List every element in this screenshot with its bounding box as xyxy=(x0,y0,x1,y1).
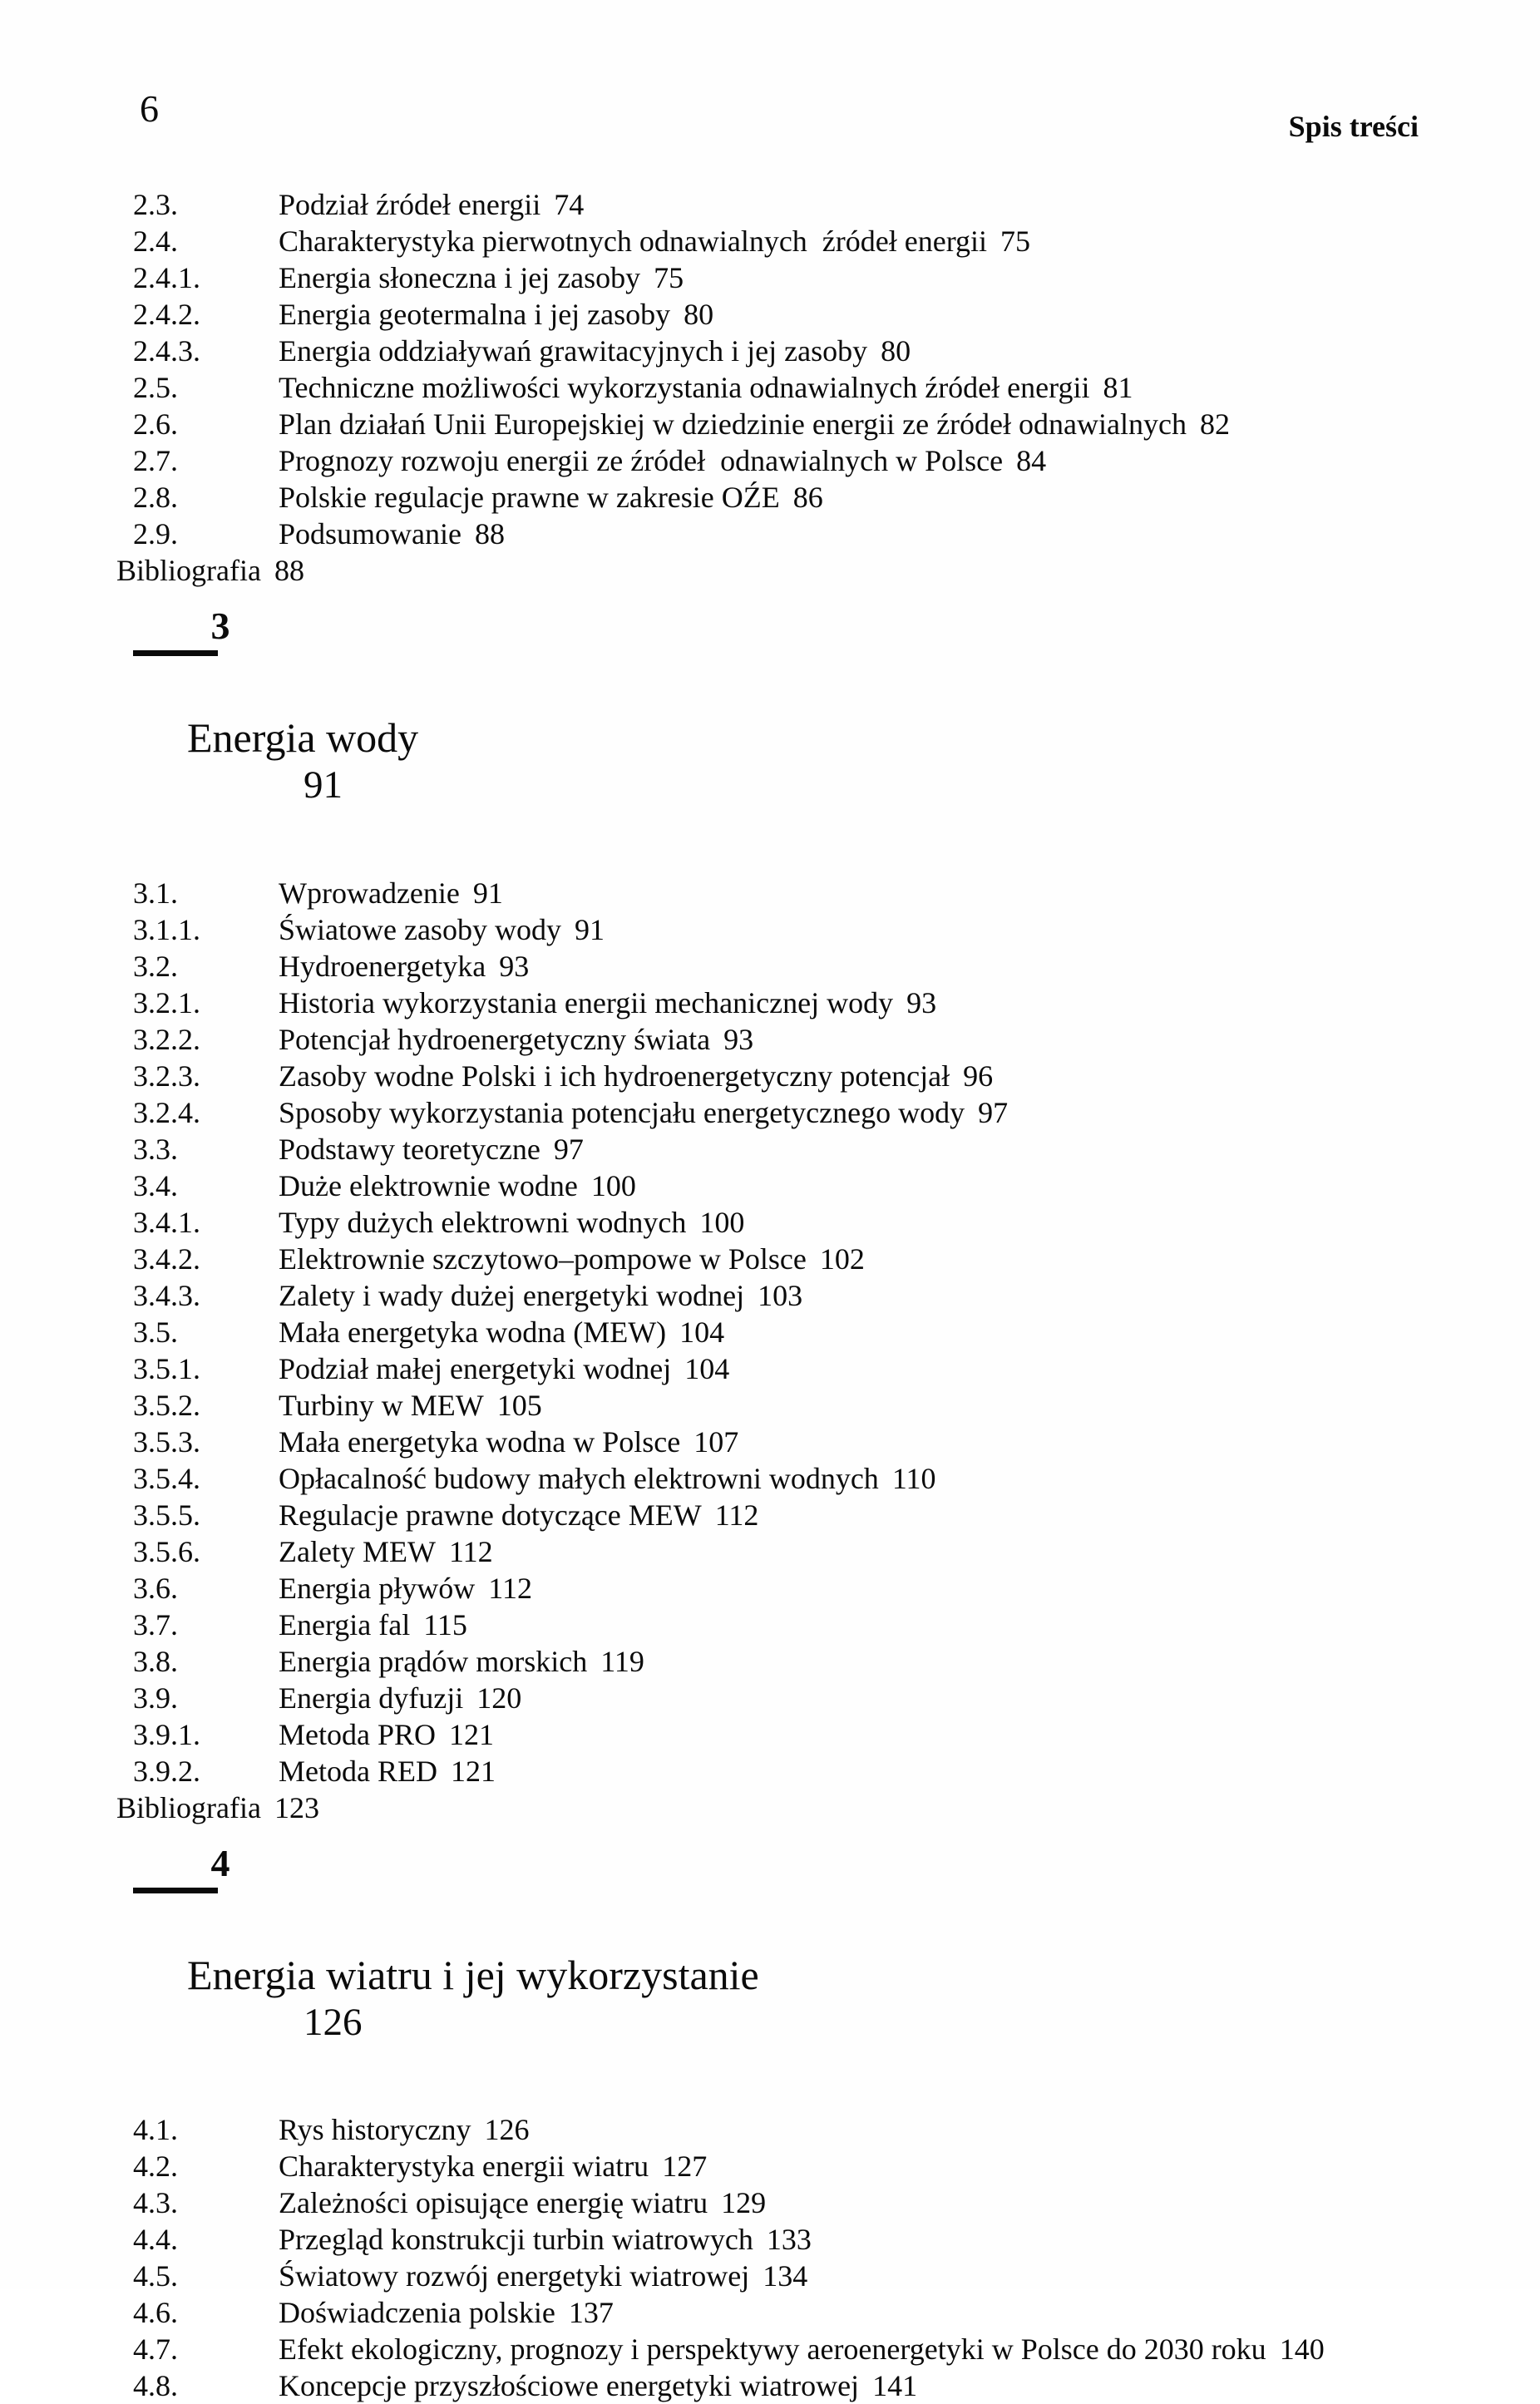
toc-entry xyxy=(133,296,1473,333)
toc-entry-title: Typy dużych elektrowni wodnych xyxy=(279,1205,687,1239)
toc-entry-title: Mała energetyka wodna w Polsce xyxy=(279,1424,681,1459)
toc-entry xyxy=(133,1643,1473,1680)
toc-entry-page: 126 xyxy=(484,2113,530,2147)
toc-entry-title: Techniczne możliwości wykorzystania odnawialnych źródeł energii xyxy=(279,371,1090,404)
toc-entry-page: 80 xyxy=(684,298,714,331)
toc-entry-number: 4.4. xyxy=(133,2223,178,2257)
toc-entry-number: 3.5.2. xyxy=(133,1388,200,1422)
toc-entry-page: 112 xyxy=(488,1571,532,1605)
toc-entry-page: 93 xyxy=(906,985,937,1019)
toc-entry-number: 3.6. xyxy=(133,1571,178,1605)
toc-entry-number: 4.6. xyxy=(133,2296,178,2330)
toc-entry-title: Energia pływów xyxy=(279,1571,476,1605)
toc-entry-page: 75 xyxy=(654,261,684,294)
toc-entry-page: 141 xyxy=(872,2369,918,2403)
toc-entry-title: Zalety i wady dużej energetyki wodnej xyxy=(279,1278,745,1312)
toc-entry-title: Zalety MEW xyxy=(279,1534,436,1568)
toc-entry-title: Historia wykorzystania energii mechanicznej wody xyxy=(279,985,894,1019)
toc-entry-number: 3.2.2. xyxy=(133,1022,200,1056)
toc-entry-title: Doświadczenia polskie xyxy=(279,2296,555,2330)
toc-entry-title: Efekt ekologiczny, prognozy i perspektywy aeroenergetyki w Polsce do 2030 roku xyxy=(279,2332,1266,2367)
toc-entry-page: 104 xyxy=(684,1351,730,1385)
toc-entry xyxy=(133,1387,1473,1424)
toc-entry-number: 3.5.4. xyxy=(133,1461,200,1495)
toc-entry-title: Regulacje prawne dotyczące MEW xyxy=(279,1498,702,1532)
toc-entry-page: 140 xyxy=(1279,2332,1325,2367)
running-header: Spis treści xyxy=(1288,110,1419,143)
toc-entry-title: Elektrownie szczytowo–pompowe w Polsce xyxy=(279,1241,807,1276)
toc-entry-title: Metoda PRO xyxy=(279,1717,436,1751)
toc-entry xyxy=(133,1204,1473,1241)
toc-entry-title: Przegląd konstrukcji turbin wiatrowych xyxy=(279,2223,753,2257)
toc-entry-title: Energia słoneczna i jej zasoby xyxy=(279,261,641,294)
toc-entry xyxy=(133,516,1473,552)
toc-entry xyxy=(133,369,1473,406)
toc-entry-number: 3.4.3. xyxy=(133,1278,200,1312)
toc-entry-number: 4.5. xyxy=(133,2259,178,2293)
toc-entry xyxy=(133,2221,1473,2258)
toc-entry-page: 84 xyxy=(1016,444,1047,477)
toc-entry xyxy=(133,186,1473,223)
toc-entry xyxy=(133,1058,1473,1094)
toc-entry-title: Zależności opisujące energię wiatru xyxy=(279,2186,708,2220)
toc-entry-title: Światowy rozwój energetyki wiatrowej xyxy=(279,2259,750,2293)
toc-entry xyxy=(133,1021,1473,1058)
toc-entry xyxy=(133,223,1473,259)
toc-entry-page: 103 xyxy=(758,1278,803,1312)
toc-entry-number: 3.9.2. xyxy=(133,1754,200,1788)
toc-entry-title: Podział źródeł energii xyxy=(279,188,541,221)
toc-entry-title: Sposoby wykorzystania potencjału energetycznego wody xyxy=(279,1095,965,1129)
toc-entry-number: 4.7. xyxy=(133,2332,178,2367)
toc-entry xyxy=(133,1241,1473,1277)
toc-entry-title: Charakterystyka energii wiatru xyxy=(279,2150,649,2184)
toc-entry xyxy=(133,1680,1473,1716)
toc-entry-title: Energia prądów morskich xyxy=(279,1644,588,1678)
toc-entry xyxy=(133,911,1473,948)
toc-entry-title: Energia fal xyxy=(279,1607,411,1641)
toc-entry-page: 96 xyxy=(963,1059,994,1093)
toc-entry xyxy=(133,1716,1473,1753)
toc-entry-page: 121 xyxy=(449,1717,494,1751)
toc-entry-page: 97 xyxy=(978,1095,1009,1129)
toc-entry-number: 3.5. xyxy=(133,1315,178,1349)
chapter-page: 126 xyxy=(304,2000,363,2044)
toc-entry xyxy=(133,985,1473,1021)
toc-entry-page: 88 xyxy=(475,517,505,550)
toc-entry-title: Koncepcje przyszłościowe energetyki wiatrowej xyxy=(279,2369,860,2403)
toc-entry xyxy=(133,1167,1473,1204)
toc-entry-title: Hydroenergetyka xyxy=(279,949,486,983)
chapter-rule xyxy=(133,650,218,656)
toc-entry-page: 86 xyxy=(792,481,823,514)
toc-entry xyxy=(133,2184,1473,2221)
toc-entry-number: 2.4.3. xyxy=(133,334,200,368)
toc-entry-number: 3.9.1. xyxy=(133,1717,200,1751)
toc-entry-page: 115 xyxy=(423,1607,467,1641)
bibliography-label: Bibliografia xyxy=(116,554,261,587)
toc-entry xyxy=(133,2111,1473,2148)
toc-entry-number: 3.2.4. xyxy=(133,1095,200,1129)
toc-entry-page: 129 xyxy=(721,2186,767,2220)
toc-entry xyxy=(133,1094,1473,1131)
toc-entry-number: 4.2. xyxy=(133,2150,178,2184)
toc-entry-title: Turbiny w MEW xyxy=(279,1388,484,1422)
toc-entry-title: Potencjał hydroenergetyczny świata xyxy=(279,1022,711,1056)
toc-entry-page: 112 xyxy=(448,1534,493,1568)
toc-entry xyxy=(133,875,1473,911)
toc-entry-number: 2.5. xyxy=(133,371,178,404)
toc-entry-page: 102 xyxy=(819,1241,865,1276)
toc-entry-page: 107 xyxy=(693,1424,739,1459)
chapter-4-heading xyxy=(0,1841,1540,2091)
toc-entry xyxy=(133,2294,1473,2331)
toc-entry-title: Rys historyczny xyxy=(279,2113,471,2147)
toc-entry-number: 2.4.2. xyxy=(133,298,200,331)
toc-entry-title: Energia geotermalna i jej zasoby xyxy=(279,298,671,331)
toc-entry-page: 119 xyxy=(600,1644,644,1678)
toc-entry-page: 104 xyxy=(679,1315,725,1349)
toc-entry xyxy=(133,1753,1473,1789)
toc-entry-title: Plan działań Unii Europejskiej w dziedzinie energii ze źródeł odnawialnych xyxy=(279,407,1187,441)
chapter-number: 4 xyxy=(210,1841,230,1884)
chapter-4-entries xyxy=(133,2111,1473,2404)
toc-entry-title: Energia dyfuzji xyxy=(279,1681,464,1715)
toc-entry-number: 3.4.2. xyxy=(133,1241,200,1276)
toc-entry-page: 127 xyxy=(662,2150,708,2184)
toc-entry-number: 3.2.3. xyxy=(133,1059,200,1093)
toc-entry xyxy=(133,333,1473,369)
chapter-title-row xyxy=(125,669,1540,853)
toc-entry-number: 3.5.3. xyxy=(133,1424,200,1459)
toc-entry-page: 110 xyxy=(891,1461,936,1495)
chapter-3-heading xyxy=(0,607,1540,853)
toc-entry xyxy=(133,2367,1473,2404)
chapter-2-entries xyxy=(133,186,1473,552)
toc-entry-page: 93 xyxy=(723,1022,754,1056)
toc-entry xyxy=(133,1460,1473,1497)
toc-entry-page: 93 xyxy=(499,949,530,983)
toc-entry-title: Wprowadzenie xyxy=(279,876,460,910)
toc-entry-page: 81 xyxy=(1103,371,1133,404)
toc-entry-title: Prognozy rozwoju energii ze źródeł odnawialnych w Polsce xyxy=(279,444,1004,477)
toc-entry-page: 91 xyxy=(574,912,605,946)
toc-entry-title: Podział małej energetyki wodnej xyxy=(279,1351,672,1385)
toc-entry-number: 3.3. xyxy=(133,1132,178,1166)
chapter-3-entries xyxy=(133,875,1473,1789)
toc-entry-number: 3.1.1. xyxy=(133,912,200,946)
toc-entry-page: 97 xyxy=(553,1132,584,1166)
bibliography-label: Bibliografia xyxy=(116,1790,261,1824)
toc-entry xyxy=(133,442,1473,479)
toc-entry-page: 80 xyxy=(881,334,911,368)
toc-entry-page: 82 xyxy=(1199,407,1230,441)
toc-entry xyxy=(133,2148,1473,2184)
toc-entry-number: 2.4. xyxy=(133,225,178,258)
toc-entry-number: 2.4.1. xyxy=(133,261,200,294)
toc-entry-number: 3.7. xyxy=(133,1607,178,1641)
toc-entry-title: Energia oddziaływań grawitacyjnych i jej zasoby xyxy=(279,334,868,368)
toc-entry-number: 3.2.1. xyxy=(133,985,200,1019)
toc-entry xyxy=(133,1570,1473,1607)
toc-entry-page: 134 xyxy=(763,2259,808,2293)
toc-entry-page: 112 xyxy=(714,1498,759,1532)
toc-entry-number: 3.9. xyxy=(133,1681,178,1715)
toc-entry-title: Zasoby wodne Polski i ich hydroenergetyczny potencjał xyxy=(279,1059,950,1093)
toc-entry-number: 3.5.6. xyxy=(133,1534,200,1568)
bibliography-page: 88 xyxy=(274,554,304,587)
toc-entry-title: Metoda RED xyxy=(279,1754,437,1788)
toc-entry-number: 3.1. xyxy=(133,876,178,910)
toc-entry xyxy=(133,1350,1473,1387)
chapter-title-row xyxy=(125,1907,1540,2091)
chapter-number: 3 xyxy=(210,605,230,647)
toc-entry-page: 121 xyxy=(450,1754,496,1788)
toc-entry-number: 3.4. xyxy=(133,1168,178,1202)
toc-entry xyxy=(133,1607,1473,1643)
toc-entry xyxy=(133,948,1473,985)
toc-entry-title: Duże elektrownie wodne xyxy=(279,1168,578,1202)
toc-entry-number: 3.5.5. xyxy=(133,1498,200,1532)
toc-entry-page: 137 xyxy=(568,2296,614,2330)
toc-entry xyxy=(133,1131,1473,1167)
page-number: 6 xyxy=(140,87,159,130)
toc-entry-number: 2.7. xyxy=(133,444,178,477)
toc-entry xyxy=(133,1533,1473,1570)
toc-entry xyxy=(133,1497,1473,1533)
toc-entry-page: 91 xyxy=(472,876,503,910)
toc-entry-title: Podsumowanie xyxy=(279,517,462,550)
chapter-rule xyxy=(133,1888,218,1893)
toc-entry-page: 133 xyxy=(766,2223,812,2257)
toc-entry-number: 2.9. xyxy=(133,517,178,550)
toc-entry-title: Charakterystyka pierwotnych odnawialnych źródeł energii xyxy=(279,225,988,258)
toc-entry-number: 3.2. xyxy=(133,949,178,983)
toc-entry-page: 120 xyxy=(476,1681,522,1715)
toc-entry-number: 3.4.1. xyxy=(133,1205,200,1239)
toc-entry-number: 4.3. xyxy=(133,2186,178,2220)
chapter-title: Energia wody xyxy=(187,714,419,761)
toc-entry xyxy=(133,259,1473,296)
bibliography-page: 123 xyxy=(274,1790,319,1824)
chapter-page: 91 xyxy=(304,763,343,807)
toc-entry-number: 2.8. xyxy=(133,481,178,514)
toc-entry-number: 2.3. xyxy=(133,188,178,221)
toc-entry-number: 3.8. xyxy=(133,1644,178,1678)
toc-entry-title: Podstawy teoretyczne xyxy=(279,1132,540,1166)
bibliography-entry-chapter-3 xyxy=(116,1789,1473,1826)
toc-entry xyxy=(133,1314,1473,1350)
toc-entry xyxy=(133,1424,1473,1460)
toc-entry-title: Opłacalność budowy małych elektrowni wodnych xyxy=(279,1461,879,1495)
toc-entry-page: 75 xyxy=(1000,225,1031,258)
toc-entry-number: 3.5.1. xyxy=(133,1351,200,1385)
chapter-title: Energia wiatru i jej wykorzystanie xyxy=(187,1951,759,1998)
toc-entry-title: Mała energetyka wodna (MEW) xyxy=(279,1315,667,1349)
toc-entry xyxy=(133,2331,1473,2367)
toc-entry-number: 2.6. xyxy=(133,407,178,441)
toc-entry-page: 100 xyxy=(590,1168,636,1202)
page-header xyxy=(0,0,1540,141)
toc-entry xyxy=(133,479,1473,516)
toc-entry xyxy=(133,406,1473,442)
toc-entry-title: Polskie regulacje prawne w zakresie OŹE xyxy=(279,481,780,514)
toc-entry-page: 105 xyxy=(496,1388,542,1422)
toc-entry-page: 100 xyxy=(699,1205,745,1239)
toc-entry xyxy=(133,1277,1473,1314)
toc-entry-number: 4.8. xyxy=(133,2369,178,2403)
toc-entry-number: 4.1. xyxy=(133,2113,178,2147)
toc-entry-title: Światowe zasoby wody xyxy=(279,912,561,946)
toc-entry-page: 74 xyxy=(554,188,585,221)
bibliography-entry-chapter-2 xyxy=(116,552,1473,589)
